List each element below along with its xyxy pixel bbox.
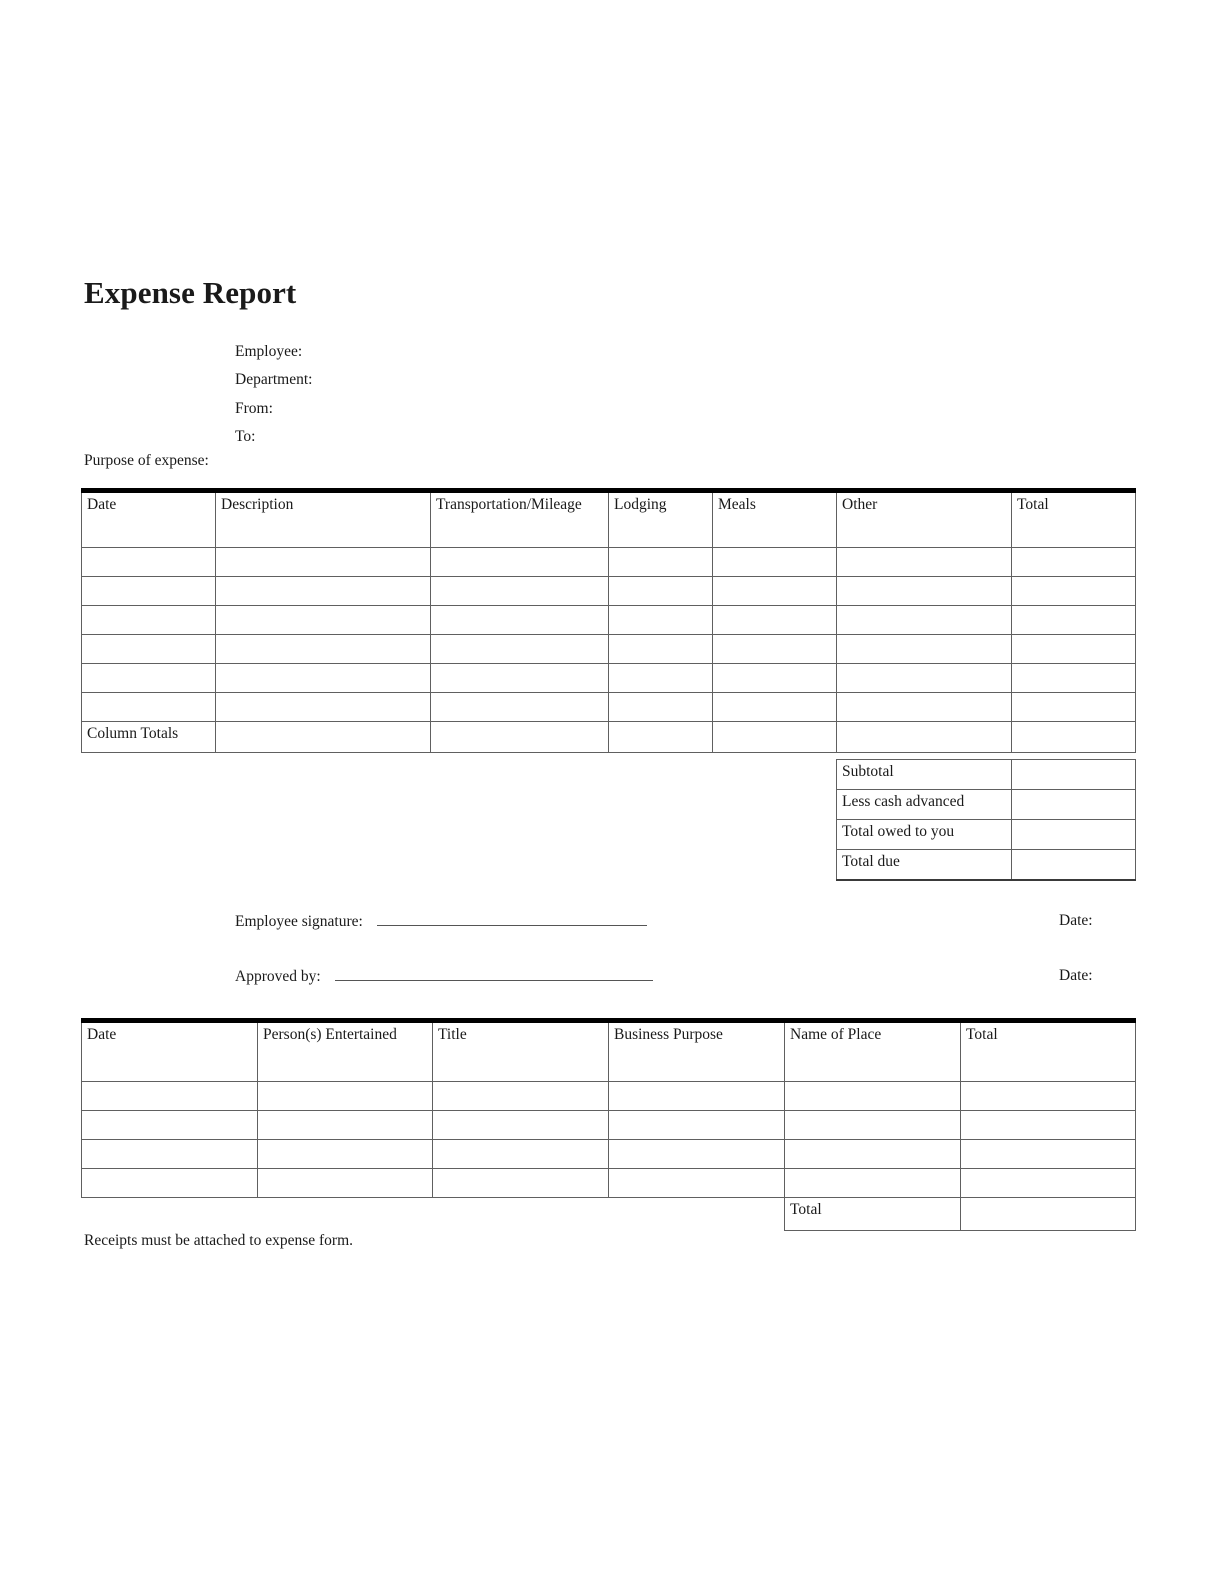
summary-label-subtotal: Subtotal xyxy=(837,760,1012,790)
table-row xyxy=(82,1082,1136,1111)
field-department: Department: xyxy=(235,371,313,389)
field-to: To: xyxy=(235,427,256,445)
cell-date[interactable] xyxy=(82,664,216,693)
cell-description[interactable] xyxy=(216,635,431,664)
cell-other[interactable] xyxy=(837,635,1012,664)
employee-signature-date-label: Date: xyxy=(1059,912,1093,929)
approved-by-input[interactable] xyxy=(335,967,653,981)
spacer-cell xyxy=(82,1198,258,1231)
cell-meals[interactable] xyxy=(713,606,837,635)
cell-total[interactable] xyxy=(1012,577,1136,606)
cell-title[interactable] xyxy=(433,1140,609,1169)
col-header-meals: Meals xyxy=(713,491,837,548)
entertainment-total-value[interactable] xyxy=(961,1198,1136,1231)
table-row xyxy=(82,1169,1136,1198)
col-header-total: Total xyxy=(1012,491,1136,548)
col-header-date: Date xyxy=(82,1021,258,1082)
table-header-row xyxy=(82,1021,1136,1082)
cell-title[interactable] xyxy=(433,1169,609,1198)
summary-value-subtotal[interactable] xyxy=(1012,760,1136,790)
summary-row-less-cash-advanced xyxy=(837,790,1136,820)
cell-description[interactable] xyxy=(216,577,431,606)
cell-lodging[interactable] xyxy=(609,664,713,693)
summary-value-total-due[interactable] xyxy=(1012,850,1136,880)
cell-date[interactable] xyxy=(82,1111,258,1140)
cell-description[interactable] xyxy=(216,606,431,635)
cell-meals[interactable] xyxy=(713,693,837,722)
summary-value-less-cash-advanced[interactable] xyxy=(1012,790,1136,820)
cell-transportation[interactable] xyxy=(431,577,609,606)
table-header-row xyxy=(82,491,1136,548)
col-header-lodging: Lodging xyxy=(609,491,713,548)
entertainment-total-row xyxy=(82,1198,1136,1231)
table-row xyxy=(82,664,1136,693)
cell-name-of-place[interactable] xyxy=(785,1140,961,1169)
table-row xyxy=(82,693,1136,722)
cell-total[interactable] xyxy=(1012,693,1136,722)
approved-by-label: Approved by: xyxy=(235,968,321,985)
column-total-description[interactable] xyxy=(216,722,431,753)
cell-lodging[interactable] xyxy=(609,577,713,606)
column-total-meals[interactable] xyxy=(713,722,837,753)
employee-signature-label: Employee signature: xyxy=(235,913,363,930)
cell-description[interactable] xyxy=(216,693,431,722)
employee-signature-row xyxy=(235,912,1135,931)
cell-total[interactable] xyxy=(1012,635,1136,664)
cell-lodging[interactable] xyxy=(609,548,713,577)
table-row xyxy=(82,1140,1136,1169)
cell-date[interactable] xyxy=(82,577,216,606)
cell-business-purpose[interactable] xyxy=(609,1140,785,1169)
cell-lodging[interactable] xyxy=(609,606,713,635)
cell-name-of-place[interactable] xyxy=(785,1169,961,1198)
cell-name-of-place[interactable] xyxy=(785,1111,961,1140)
entertainment-total-label: Total xyxy=(785,1198,961,1231)
table-row xyxy=(82,1111,1136,1140)
table-row xyxy=(82,635,1136,664)
cell-lodging[interactable] xyxy=(609,693,713,722)
column-total-total[interactable] xyxy=(1012,722,1136,753)
spacer-cell xyxy=(258,1198,433,1231)
col-header-total: Total xyxy=(961,1021,1136,1082)
page-title: Expense Report xyxy=(84,275,297,310)
summary-value-total-owed-to-you[interactable] xyxy=(1012,820,1136,850)
cell-business-purpose[interactable] xyxy=(609,1169,785,1198)
cell-total[interactable] xyxy=(961,1140,1136,1169)
cell-transportation[interactable] xyxy=(431,664,609,693)
expense-table xyxy=(81,488,1136,753)
cell-date[interactable] xyxy=(82,635,216,664)
summary-label-total-owed-to-you: Total owed to you xyxy=(837,820,1012,850)
cell-transportation[interactable] xyxy=(431,606,609,635)
cell-date[interactable] xyxy=(82,1140,258,1169)
cell-other[interactable] xyxy=(837,664,1012,693)
summary-table xyxy=(836,759,1136,881)
cell-other[interactable] xyxy=(837,606,1012,635)
cell-date[interactable] xyxy=(82,1169,258,1198)
cell-lodging[interactable] xyxy=(609,635,713,664)
cell-description[interactable] xyxy=(216,664,431,693)
col-header-description: Description xyxy=(216,491,431,548)
col-header-name-of-place: Name of Place xyxy=(785,1021,961,1082)
column-total-lodging[interactable] xyxy=(609,722,713,753)
cell-persons-entertained[interactable] xyxy=(258,1169,433,1198)
header-fields xyxy=(235,338,735,451)
cell-date[interactable] xyxy=(82,693,216,722)
cell-meals[interactable] xyxy=(713,664,837,693)
column-totals-row xyxy=(82,722,1136,753)
table-row xyxy=(82,606,1136,635)
cell-other[interactable] xyxy=(837,548,1012,577)
cell-transportation[interactable] xyxy=(431,693,609,722)
summary-row-total-due xyxy=(837,850,1136,880)
footer-note: Receipts must be attached to expense form. xyxy=(84,1232,354,1249)
col-header-persons-entertained: Person(s) Entertained xyxy=(258,1021,433,1082)
entertainment-table xyxy=(81,1018,1136,1231)
field-purpose-of-expense: Purpose of expense: xyxy=(84,452,209,469)
cell-meals[interactable] xyxy=(713,548,837,577)
column-total-transportation[interactable] xyxy=(431,722,609,753)
cell-meals[interactable] xyxy=(713,635,837,664)
employee-signature-input[interactable] xyxy=(377,912,647,926)
cell-title[interactable] xyxy=(433,1082,609,1111)
cell-persons-entertained[interactable] xyxy=(258,1111,433,1140)
cell-total[interactable] xyxy=(961,1111,1136,1140)
field-from: From: xyxy=(235,399,273,417)
cell-business-purpose[interactable] xyxy=(609,1111,785,1140)
column-total-other[interactable] xyxy=(837,722,1012,753)
cell-transportation[interactable] xyxy=(431,548,609,577)
col-header-transportation-mileage: Transportation/Mileage xyxy=(431,491,609,548)
field-employee: Employee: xyxy=(235,343,303,360)
cell-description[interactable] xyxy=(216,548,431,577)
cell-title[interactable] xyxy=(433,1111,609,1140)
signature-area xyxy=(0,903,1220,1013)
cell-date[interactable] xyxy=(82,1082,258,1111)
cell-name-of-place[interactable] xyxy=(785,1082,961,1111)
cell-persons-entertained[interactable] xyxy=(258,1082,433,1111)
cell-total[interactable] xyxy=(1012,606,1136,635)
col-header-other: Other xyxy=(837,491,1012,548)
col-header-business-purpose: Business Purpose xyxy=(609,1021,785,1082)
spacer-cell xyxy=(433,1198,609,1231)
col-header-title: Title xyxy=(433,1021,609,1082)
cell-date[interactable] xyxy=(82,548,216,577)
summary-label-total-due: Total due xyxy=(837,850,1012,880)
table-row xyxy=(82,548,1136,577)
summary-label-less-cash-advanced: Less cash advanced xyxy=(837,790,1012,820)
cell-total[interactable] xyxy=(1012,548,1136,577)
cell-total[interactable] xyxy=(961,1169,1136,1198)
col-header-date: Date xyxy=(82,491,216,548)
summary-row-total-owed-to-you xyxy=(837,820,1136,850)
column-totals-label: Column Totals xyxy=(82,722,216,753)
cell-business-purpose[interactable] xyxy=(609,1082,785,1111)
cell-persons-entertained[interactable] xyxy=(258,1140,433,1169)
approved-by-row xyxy=(235,967,1135,986)
cell-meals[interactable] xyxy=(713,577,837,606)
cell-total[interactable] xyxy=(1012,664,1136,693)
approved-by-date-label: Date: xyxy=(1059,967,1093,984)
cell-date[interactable] xyxy=(82,606,216,635)
cell-total[interactable] xyxy=(961,1082,1136,1111)
summary-row-subtotal xyxy=(837,760,1136,790)
cell-transportation[interactable] xyxy=(431,635,609,664)
cell-other[interactable] xyxy=(837,693,1012,722)
cell-other[interactable] xyxy=(837,577,1012,606)
table-row xyxy=(82,577,1136,606)
spacer-cell xyxy=(609,1198,785,1231)
